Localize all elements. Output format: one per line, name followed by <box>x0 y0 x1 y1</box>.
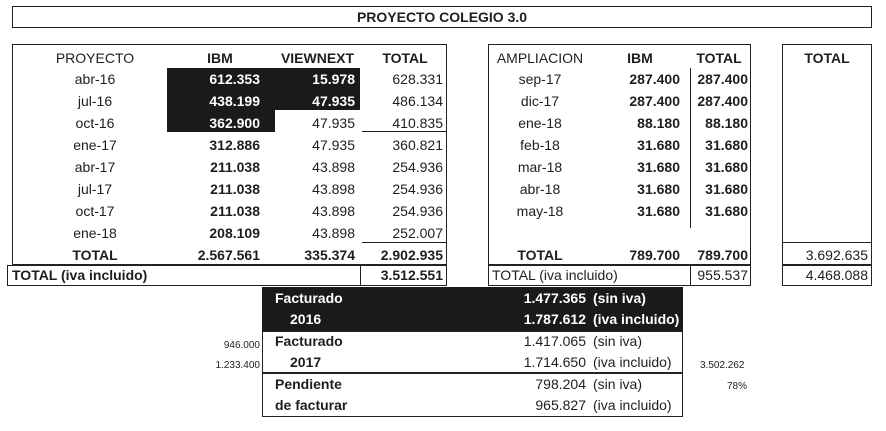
ampliacion-total-value: 31.680 <box>705 137 748 153</box>
proyecto-total-value: 254.936 <box>392 181 443 197</box>
proyecto-period: ene-18 <box>73 225 117 241</box>
ampliacion-iva-label: TOTAL (iva incluido) <box>492 267 618 283</box>
facturado-2017-label-2: 2017 <box>290 354 322 370</box>
ampliacion-ibm-value: 31.680 <box>637 203 680 219</box>
grand-total: 3.692.635 <box>805 247 868 263</box>
facturado-2017-con: 1.714.650 <box>523 354 586 370</box>
proyecto-ibm-value: 208.109 <box>209 225 260 241</box>
facturado-2016-con-label: (iva incluido) <box>593 311 680 327</box>
side-right-value-1: 3.502.262 <box>700 360 745 371</box>
amp-ibm-header: IBM <box>627 50 653 66</box>
proyecto-viewnext-value: 43.898 <box>312 159 355 175</box>
ampliacion-total-value: 88.180 <box>705 115 748 131</box>
proyecto-period: jul-16 <box>77 93 113 109</box>
pendiente-con: 965.827 <box>535 397 586 413</box>
proyecto-total-value: 410.835 <box>392 115 443 131</box>
proyecto-period: abr-17 <box>74 159 116 175</box>
ampliacion-period: abr-18 <box>519 181 561 197</box>
ampliacion-period: feb-18 <box>520 137 560 153</box>
ampliacion-ibm-value: 31.680 <box>637 159 680 175</box>
side-left-value-1: 946.000 <box>223 340 260 351</box>
proyecto-ibm-value: 438.199 <box>209 93 260 109</box>
viewnext-header: VIEWNEXT <box>280 50 355 66</box>
proyecto-viewnext-value: 47.935 <box>312 137 355 153</box>
proyecto-ibm-value: 312.886 <box>209 137 260 153</box>
proyecto-viewnext-value: 47.935 <box>312 115 355 131</box>
pendiente-sin: 798.204 <box>535 376 586 392</box>
ampliacion-total-ibm: 789.700 <box>629 247 680 263</box>
proyecto-iva-label: TOTAL (iva incluido) <box>12 267 148 283</box>
facturado-2016-sin-label: (sin iva) <box>593 290 646 306</box>
grand-iva-total: 4.468.088 <box>805 267 868 283</box>
ibm-header: IBM <box>207 50 233 66</box>
proyecto-ibm-value: 211.038 <box>210 159 260 175</box>
facturado-2016-sin: 1.477.365 <box>523 290 586 306</box>
proyecto-ibm-value: 612.353 <box>209 71 260 87</box>
ampliacion-ibm-value: 88.180 <box>637 115 680 131</box>
ampliacion-ibm-value: 287.400 <box>629 93 680 109</box>
ampliacion-ibm-value: 31.680 <box>637 181 680 197</box>
ampliacion-period: dic-17 <box>520 93 560 109</box>
side-right-value-2: 78% <box>727 381 748 392</box>
facturado-2017-con-label: (iva incluido) <box>593 354 672 370</box>
ampliacion-period: mar-18 <box>517 159 563 175</box>
proyecto-viewnext-value: 43.898 <box>312 225 355 241</box>
proyecto-header: PROYECTO <box>55 50 135 66</box>
page-title: PROYECTO COLEGIO 3.0 <box>12 6 872 28</box>
proyecto-total-label: TOTAL <box>72 247 118 263</box>
proyecto-iva-total: 3.512.551 <box>380 267 443 283</box>
amp-total-header: TOTAL <box>696 50 742 66</box>
proyecto-viewnext-value: 15.978 <box>312 71 355 87</box>
ampliacion-period: sep-17 <box>518 71 562 87</box>
pendiente-con-label: (iva incluido) <box>593 397 672 413</box>
proyecto-total-value: 360.821 <box>392 137 443 153</box>
facturado-2017-label-1: Facturado <box>275 333 343 349</box>
proyecto-period: jul-17 <box>77 181 113 197</box>
proyecto-ibm-value: 362.900 <box>209 115 260 131</box>
proyecto-total-value: 254.936 <box>392 159 443 175</box>
proyecto-total-value: 254.936 <box>392 203 443 219</box>
ampliacion-total-value: 287.400 <box>697 71 748 87</box>
ampliacion-total-value: 31.680 <box>705 181 748 197</box>
ampliacion-iva-total: 955.537 <box>697 267 748 283</box>
proyecto-total-viewnext: 335.374 <box>304 247 355 263</box>
proyecto-period: oct-16 <box>75 115 115 131</box>
facturado-2016-label-1: Facturado <box>275 290 343 306</box>
proyecto-viewnext-value: 47.935 <box>312 93 355 109</box>
facturado-2016-label-2: 2016 <box>290 311 322 327</box>
facturado-2017-sin-label: (sin iva) <box>593 333 643 349</box>
ampliacion-ibm-value: 287.400 <box>629 71 680 87</box>
facturado-2017-sin: 1.417.065 <box>523 333 586 349</box>
proyecto-total: 2.902.935 <box>380 247 443 263</box>
ampliacion-total: 789.700 <box>697 247 748 263</box>
proyecto-viewnext-value: 43.898 <box>312 203 355 219</box>
ampliacion-period: ene-18 <box>518 115 562 131</box>
total-header: TOTAL <box>382 50 428 66</box>
proyecto-total-value: 252.007 <box>392 225 443 241</box>
proyecto-period: abr-16 <box>74 71 116 87</box>
ampliacion-header: AMPLIACION <box>496 50 584 66</box>
pendiente-label-1: Pendiente <box>275 376 342 392</box>
ampliacion-ibm-value: 31.680 <box>637 137 680 153</box>
proyecto-ibm-value: 211.038 <box>210 181 260 197</box>
pendiente-sin-label: (sin iva) <box>593 376 643 392</box>
ampliacion-total-label: TOTAL <box>517 247 563 263</box>
proyecto-period: oct-17 <box>75 203 115 219</box>
side-left-value-2: 1.233.400 <box>215 360 260 371</box>
grand-total-column <box>782 44 872 265</box>
pendiente-label-2: de facturar <box>275 397 348 413</box>
proyecto-total-ibm: 2.567.561 <box>197 247 260 263</box>
facturado-2016-con: 1.787.612 <box>523 311 586 327</box>
proyecto-viewnext-value: 43.898 <box>312 181 355 197</box>
ampliacion-period: may-18 <box>516 203 564 219</box>
proyecto-ibm-value: 211.038 <box>210 203 260 219</box>
ampliacion-total-value: 31.680 <box>705 203 748 219</box>
grand-total-header: TOTAL <box>804 50 850 66</box>
proyecto-total-value: 628.331 <box>392 71 443 87</box>
ampliacion-total-value: 31.680 <box>705 159 748 175</box>
proyecto-period: ene-17 <box>73 137 117 153</box>
ampliacion-total-value: 287.400 <box>697 93 748 109</box>
proyecto-total-value: 486.134 <box>392 93 443 109</box>
